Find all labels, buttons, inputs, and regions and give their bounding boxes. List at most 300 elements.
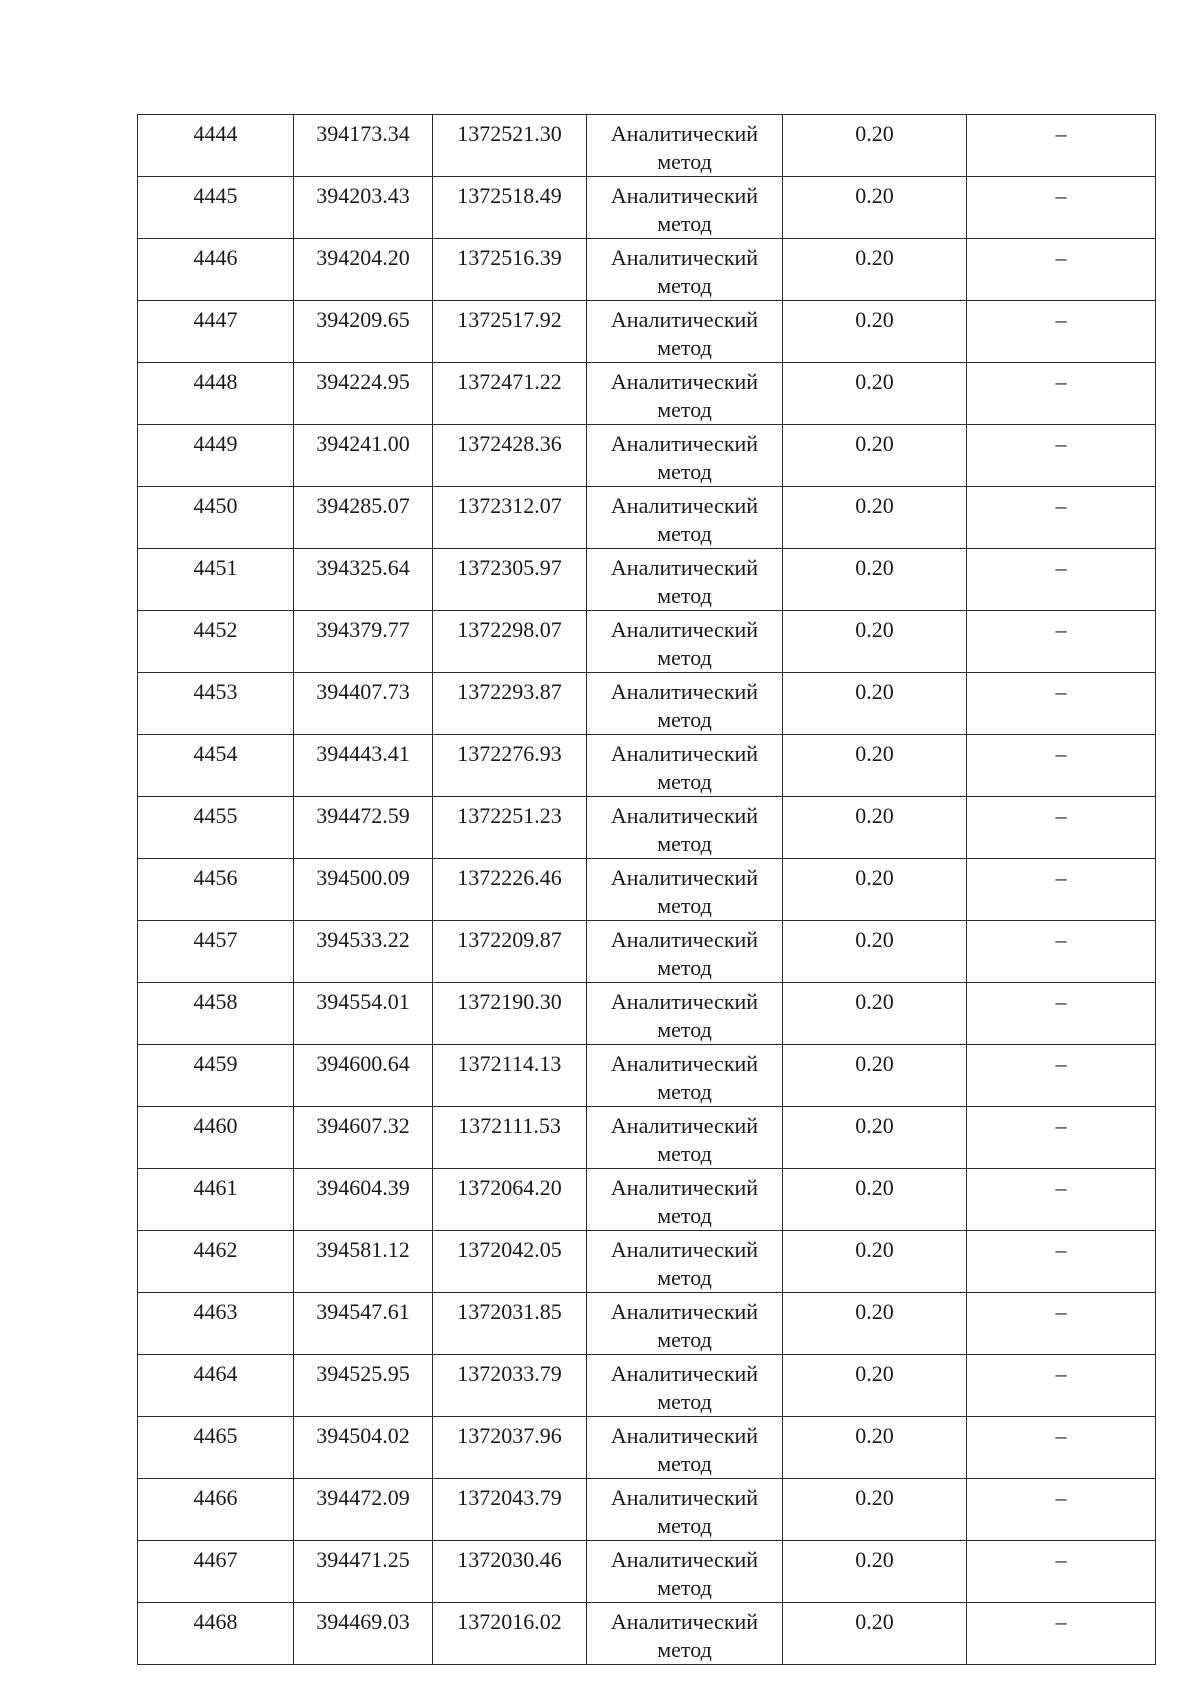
y-coordinate-cell-text: 1372518.49 xyxy=(457,183,562,208)
note-cell xyxy=(967,177,1156,239)
y-coordinate-cell xyxy=(433,363,587,425)
point-number-cell xyxy=(138,1045,294,1107)
note-cell xyxy=(967,1231,1156,1293)
note-cell-text: – xyxy=(1055,1237,1067,1262)
point-number-cell-text: 4457 xyxy=(193,927,238,952)
precision-cell-text: 0.20 xyxy=(855,1299,894,1324)
point-number-cell-text: 4461 xyxy=(193,1175,238,1200)
method-cell-text: Аналитический метод xyxy=(610,369,759,422)
point-number-cell-text: 4449 xyxy=(193,431,238,456)
method-cell xyxy=(587,1603,783,1665)
x-coordinate-cell xyxy=(294,983,433,1045)
precision-cell-text: 0.20 xyxy=(855,555,894,580)
table-row xyxy=(138,1479,1156,1541)
y-coordinate-cell-text: 1372251.23 xyxy=(457,803,562,828)
precision-cell-text: 0.20 xyxy=(855,431,894,456)
x-coordinate-cell-text: 394604.39 xyxy=(316,1175,410,1200)
precision-cell xyxy=(783,301,967,363)
note-cell-text: – xyxy=(1055,183,1067,208)
y-coordinate-cell xyxy=(433,487,587,549)
note-cell-text: – xyxy=(1055,679,1067,704)
table-row xyxy=(138,549,1156,611)
precision-cell xyxy=(783,1169,967,1231)
method-cell xyxy=(587,921,783,983)
point-number-cell-text: 4450 xyxy=(193,493,238,518)
point-number-cell-text: 4458 xyxy=(193,989,238,1014)
method-cell-text: Аналитический метод xyxy=(610,1299,759,1352)
precision-cell-text: 0.20 xyxy=(855,369,894,394)
point-number-cell xyxy=(138,611,294,673)
table-row xyxy=(138,921,1156,983)
point-number-cell xyxy=(138,1355,294,1417)
point-number-cell xyxy=(138,363,294,425)
x-coordinate-cell xyxy=(294,673,433,735)
precision-cell-text: 0.20 xyxy=(855,617,894,642)
y-coordinate-cell xyxy=(433,797,587,859)
note-cell xyxy=(967,1355,1156,1417)
y-coordinate-cell xyxy=(433,1107,587,1169)
precision-cell-text: 0.20 xyxy=(855,307,894,332)
precision-cell xyxy=(783,1355,967,1417)
table-row xyxy=(138,983,1156,1045)
note-cell xyxy=(967,735,1156,797)
x-coordinate-cell xyxy=(294,1169,433,1231)
method-cell-text: Аналитический метод xyxy=(610,245,759,298)
y-coordinate-cell-text: 1372209.87 xyxy=(457,927,562,952)
table-row xyxy=(138,239,1156,301)
method-cell xyxy=(587,1417,783,1479)
x-coordinate-cell-text: 394224.95 xyxy=(316,369,410,394)
x-coordinate-cell-text: 394203.43 xyxy=(316,183,410,208)
method-cell xyxy=(587,797,783,859)
y-coordinate-cell-text: 1372190.30 xyxy=(457,989,562,1014)
x-coordinate-cell xyxy=(294,735,433,797)
point-number-cell xyxy=(138,1417,294,1479)
note-cell xyxy=(967,363,1156,425)
point-number-cell xyxy=(138,1479,294,1541)
table-row xyxy=(138,1293,1156,1355)
method-cell-text: Аналитический метод xyxy=(610,927,759,980)
method-cell xyxy=(587,177,783,239)
x-coordinate-cell-text: 394504.02 xyxy=(316,1423,410,1448)
point-number-cell xyxy=(138,921,294,983)
precision-cell xyxy=(783,239,967,301)
precision-cell xyxy=(783,921,967,983)
precision-cell xyxy=(783,735,967,797)
precision-cell-text: 0.20 xyxy=(855,1609,894,1634)
method-cell-text: Аналитический метод xyxy=(610,1175,759,1228)
point-number-cell-text: 4462 xyxy=(193,1237,238,1262)
note-cell-text: – xyxy=(1055,555,1067,580)
table-row xyxy=(138,487,1156,549)
precision-cell-text: 0.20 xyxy=(855,1547,894,1572)
method-cell xyxy=(587,735,783,797)
note-cell xyxy=(967,1169,1156,1231)
note-cell-text: – xyxy=(1055,927,1067,952)
note-cell xyxy=(967,1293,1156,1355)
x-coordinate-cell-text: 394600.64 xyxy=(316,1051,410,1076)
point-number-cell xyxy=(138,859,294,921)
precision-cell xyxy=(783,1541,967,1603)
precision-cell xyxy=(783,1603,967,1665)
point-number-cell-text: 4444 xyxy=(193,121,238,146)
method-cell-text: Аналитический метод xyxy=(610,1237,759,1290)
method-cell-text: Аналитический метод xyxy=(610,741,759,794)
note-cell-text: – xyxy=(1055,617,1067,642)
y-coordinate-cell-text: 1372042.05 xyxy=(457,1237,562,1262)
x-coordinate-cell xyxy=(294,1355,433,1417)
precision-cell xyxy=(783,1293,967,1355)
y-coordinate-cell-text: 1372516.39 xyxy=(457,245,562,270)
x-coordinate-cell-text: 394472.59 xyxy=(316,803,410,828)
y-coordinate-cell xyxy=(433,859,587,921)
point-number-cell xyxy=(138,425,294,487)
y-coordinate-cell xyxy=(433,1045,587,1107)
precision-cell-text: 0.20 xyxy=(855,1113,894,1138)
y-coordinate-cell-text: 1372043.79 xyxy=(457,1485,562,1510)
y-coordinate-cell xyxy=(433,1231,587,1293)
x-coordinate-cell xyxy=(294,1293,433,1355)
table-row xyxy=(138,1107,1156,1169)
table-row xyxy=(138,425,1156,487)
note-cell-text: – xyxy=(1055,245,1067,270)
point-number-cell-text: 4446 xyxy=(193,245,238,270)
note-cell xyxy=(967,1045,1156,1107)
y-coordinate-cell-text: 1372293.87 xyxy=(457,679,562,704)
note-cell xyxy=(967,115,1156,177)
x-coordinate-cell xyxy=(294,487,433,549)
y-coordinate-cell xyxy=(433,301,587,363)
note-cell-text: – xyxy=(1055,121,1067,146)
point-number-cell-text: 4463 xyxy=(193,1299,238,1324)
note-cell xyxy=(967,425,1156,487)
point-number-cell xyxy=(138,177,294,239)
note-cell xyxy=(967,1479,1156,1541)
method-cell-text: Аналитический метод xyxy=(610,493,759,546)
method-cell xyxy=(587,859,783,921)
y-coordinate-cell-text: 1372226.46 xyxy=(457,865,562,890)
method-cell-text: Аналитический метод xyxy=(610,989,759,1042)
note-cell xyxy=(967,549,1156,611)
y-coordinate-cell xyxy=(433,921,587,983)
method-cell-text: Аналитический метод xyxy=(610,121,759,174)
precision-cell-text: 0.20 xyxy=(855,183,894,208)
method-cell-text: Аналитический метод xyxy=(610,1361,759,1414)
note-cell xyxy=(967,797,1156,859)
precision-cell xyxy=(783,1417,967,1479)
method-cell xyxy=(587,983,783,1045)
method-cell-text: Аналитический метод xyxy=(610,1051,759,1104)
method-cell xyxy=(587,1231,783,1293)
note-cell-text: – xyxy=(1055,307,1067,332)
table-row xyxy=(138,611,1156,673)
table-row xyxy=(138,797,1156,859)
x-coordinate-cell-text: 394241.00 xyxy=(316,431,410,456)
coordinates-table-body xyxy=(138,115,1156,1665)
y-coordinate-cell-text: 1372030.46 xyxy=(457,1547,562,1572)
method-cell-text: Аналитический метод xyxy=(610,307,759,360)
point-number-cell xyxy=(138,549,294,611)
point-number-cell xyxy=(138,1169,294,1231)
note-cell xyxy=(967,239,1156,301)
precision-cell xyxy=(783,797,967,859)
x-coordinate-cell xyxy=(294,177,433,239)
precision-cell-text: 0.20 xyxy=(855,1485,894,1510)
point-number-cell xyxy=(138,673,294,735)
table-row xyxy=(138,115,1156,177)
method-cell xyxy=(587,1169,783,1231)
note-cell-text: – xyxy=(1055,865,1067,890)
point-number-cell xyxy=(138,239,294,301)
method-cell-text: Аналитический метод xyxy=(610,1113,759,1166)
method-cell xyxy=(587,425,783,487)
table-row xyxy=(138,1355,1156,1417)
x-coordinate-cell xyxy=(294,115,433,177)
precision-cell-text: 0.20 xyxy=(855,493,894,518)
x-coordinate-cell xyxy=(294,1417,433,1479)
y-coordinate-cell-text: 1372037.96 xyxy=(457,1423,562,1448)
note-cell-text: – xyxy=(1055,1423,1067,1448)
precision-cell-text: 0.20 xyxy=(855,1051,894,1076)
point-number-cell xyxy=(138,797,294,859)
method-cell xyxy=(587,363,783,425)
precision-cell-text: 0.20 xyxy=(855,1237,894,1262)
method-cell xyxy=(587,549,783,611)
method-cell xyxy=(587,1479,783,1541)
y-coordinate-cell xyxy=(433,611,587,673)
y-coordinate-cell-text: 1372517.92 xyxy=(457,307,562,332)
method-cell-text: Аналитический метод xyxy=(610,1609,759,1662)
y-coordinate-cell xyxy=(433,425,587,487)
y-coordinate-cell-text: 1372298.07 xyxy=(457,617,562,642)
method-cell xyxy=(587,115,783,177)
point-number-cell-text: 4459 xyxy=(193,1051,238,1076)
x-coordinate-cell xyxy=(294,859,433,921)
table-row xyxy=(138,673,1156,735)
x-coordinate-cell-text: 394204.20 xyxy=(316,245,410,270)
point-number-cell xyxy=(138,487,294,549)
precision-cell xyxy=(783,425,967,487)
y-coordinate-cell-text: 1372033.79 xyxy=(457,1361,562,1386)
coordinates-table xyxy=(137,114,1156,1665)
method-cell-text: Аналитический метод xyxy=(610,183,759,236)
precision-cell-text: 0.20 xyxy=(855,989,894,1014)
precision-cell xyxy=(783,549,967,611)
table-row xyxy=(138,735,1156,797)
method-cell xyxy=(587,1541,783,1603)
precision-cell-text: 0.20 xyxy=(855,245,894,270)
y-coordinate-cell-text: 1372276.93 xyxy=(457,741,562,766)
table-row xyxy=(138,859,1156,921)
y-coordinate-cell xyxy=(433,735,587,797)
point-number-cell-text: 4447 xyxy=(193,307,238,332)
x-coordinate-cell-text: 394607.32 xyxy=(316,1113,410,1138)
note-cell-text: – xyxy=(1055,1547,1067,1572)
point-number-cell-text: 4455 xyxy=(193,803,238,828)
precision-cell xyxy=(783,115,967,177)
note-cell xyxy=(967,487,1156,549)
x-coordinate-cell xyxy=(294,549,433,611)
point-number-cell-text: 4452 xyxy=(193,617,238,642)
note-cell-text: – xyxy=(1055,1609,1067,1634)
precision-cell xyxy=(783,673,967,735)
x-coordinate-cell xyxy=(294,1045,433,1107)
x-coordinate-cell-text: 394500.09 xyxy=(316,865,410,890)
precision-cell xyxy=(783,1107,967,1169)
y-coordinate-cell-text: 1372521.30 xyxy=(457,121,562,146)
method-cell-text: Аналитический метод xyxy=(610,431,759,484)
point-number-cell-text: 4465 xyxy=(193,1423,238,1448)
method-cell-text: Аналитический метод xyxy=(610,679,759,732)
method-cell xyxy=(587,301,783,363)
x-coordinate-cell-text: 394471.25 xyxy=(316,1547,410,1572)
note-cell-text: – xyxy=(1055,431,1067,456)
method-cell xyxy=(587,1107,783,1169)
precision-cell-text: 0.20 xyxy=(855,803,894,828)
point-number-cell xyxy=(138,1603,294,1665)
point-number-cell xyxy=(138,1541,294,1603)
x-coordinate-cell-text: 394581.12 xyxy=(316,1237,410,1262)
note-cell-text: – xyxy=(1055,1175,1067,1200)
note-cell-text: – xyxy=(1055,1113,1067,1138)
note-cell-text: – xyxy=(1055,803,1067,828)
y-coordinate-cell xyxy=(433,177,587,239)
precision-cell xyxy=(783,983,967,1045)
x-coordinate-cell-text: 394533.22 xyxy=(316,927,410,952)
y-coordinate-cell xyxy=(433,1355,587,1417)
y-coordinate-cell xyxy=(433,1479,587,1541)
method-cell xyxy=(587,1293,783,1355)
x-coordinate-cell-text: 394173.34 xyxy=(316,121,410,146)
x-coordinate-cell xyxy=(294,1107,433,1169)
precision-cell xyxy=(783,177,967,239)
precision-cell-text: 0.20 xyxy=(855,741,894,766)
y-coordinate-cell xyxy=(433,1603,587,1665)
note-cell-text: – xyxy=(1055,989,1067,1014)
y-coordinate-cell-text: 1372111.53 xyxy=(458,1113,561,1138)
method-cell xyxy=(587,487,783,549)
point-number-cell-text: 4460 xyxy=(193,1113,238,1138)
note-cell-text: – xyxy=(1055,493,1067,518)
note-cell-text: – xyxy=(1055,1361,1067,1386)
precision-cell-text: 0.20 xyxy=(855,1175,894,1200)
note-cell xyxy=(967,611,1156,673)
method-cell-text: Аналитический метод xyxy=(610,865,759,918)
note-cell-text: – xyxy=(1055,1299,1067,1324)
x-coordinate-cell-text: 394209.65 xyxy=(316,307,410,332)
point-number-cell-text: 4448 xyxy=(193,369,238,394)
x-coordinate-cell-text: 394379.77 xyxy=(316,617,410,642)
point-number-cell-text: 4445 xyxy=(193,183,238,208)
y-coordinate-cell-text: 1372305.97 xyxy=(457,555,562,580)
x-coordinate-cell xyxy=(294,239,433,301)
note-cell xyxy=(967,1541,1156,1603)
note-cell xyxy=(967,921,1156,983)
point-number-cell xyxy=(138,115,294,177)
y-coordinate-cell xyxy=(433,1541,587,1603)
x-coordinate-cell xyxy=(294,797,433,859)
table-row xyxy=(138,1169,1156,1231)
y-coordinate-cell xyxy=(433,1169,587,1231)
y-coordinate-cell-text: 1372064.20 xyxy=(457,1175,562,1200)
y-coordinate-cell xyxy=(433,1417,587,1479)
y-coordinate-cell xyxy=(433,1293,587,1355)
point-number-cell-text: 4468 xyxy=(193,1609,238,1634)
x-coordinate-cell-text: 394325.64 xyxy=(316,555,410,580)
x-coordinate-cell-text: 394525.95 xyxy=(316,1361,410,1386)
table-row xyxy=(138,1045,1156,1107)
point-number-cell xyxy=(138,1107,294,1169)
method-cell xyxy=(587,673,783,735)
x-coordinate-cell-text: 394469.03 xyxy=(316,1609,410,1634)
precision-cell xyxy=(783,487,967,549)
note-cell xyxy=(967,983,1156,1045)
precision-cell xyxy=(783,363,967,425)
method-cell xyxy=(587,239,783,301)
note-cell-text: – xyxy=(1055,741,1067,766)
y-coordinate-cell xyxy=(433,239,587,301)
point-number-cell-text: 4456 xyxy=(193,865,238,890)
point-number-cell-text: 4466 xyxy=(193,1485,238,1510)
note-cell xyxy=(967,1417,1156,1479)
y-coordinate-cell-text: 1372471.22 xyxy=(457,369,562,394)
x-coordinate-cell xyxy=(294,1603,433,1665)
table-row xyxy=(138,177,1156,239)
method-cell-text: Аналитический метод xyxy=(610,803,759,856)
y-coordinate-cell-text: 1372016.02 xyxy=(457,1609,562,1634)
precision-cell-text: 0.20 xyxy=(855,121,894,146)
x-coordinate-cell xyxy=(294,363,433,425)
point-number-cell-text: 4467 xyxy=(193,1547,238,1572)
precision-cell-text: 0.20 xyxy=(855,927,894,952)
y-coordinate-cell xyxy=(433,673,587,735)
note-cell xyxy=(967,673,1156,735)
table-row xyxy=(138,1231,1156,1293)
method-cell xyxy=(587,1045,783,1107)
precision-cell-text: 0.20 xyxy=(855,865,894,890)
point-number-cell xyxy=(138,735,294,797)
y-coordinate-cell xyxy=(433,115,587,177)
note-cell xyxy=(967,1107,1156,1169)
precision-cell-text: 0.20 xyxy=(855,1423,894,1448)
precision-cell xyxy=(783,1479,967,1541)
method-cell-text: Аналитический метод xyxy=(610,617,759,670)
method-cell-text: Аналитический метод xyxy=(610,555,759,608)
x-coordinate-cell xyxy=(294,1231,433,1293)
point-number-cell-text: 4464 xyxy=(193,1361,238,1386)
x-coordinate-cell-text: 394547.61 xyxy=(316,1299,410,1324)
table-row xyxy=(138,301,1156,363)
x-coordinate-cell xyxy=(294,611,433,673)
x-coordinate-cell xyxy=(294,425,433,487)
note-cell xyxy=(967,301,1156,363)
y-coordinate-cell xyxy=(433,983,587,1045)
precision-cell xyxy=(783,1231,967,1293)
x-coordinate-cell-text: 394407.73 xyxy=(316,679,410,704)
x-coordinate-cell-text: 394443.41 xyxy=(316,741,410,766)
method-cell xyxy=(587,611,783,673)
table-row xyxy=(138,363,1156,425)
point-number-cell xyxy=(138,1231,294,1293)
y-coordinate-cell-text: 1372312.07 xyxy=(457,493,562,518)
table-row xyxy=(138,1603,1156,1665)
point-number-cell xyxy=(138,983,294,1045)
note-cell-text: – xyxy=(1055,1051,1067,1076)
note-cell-text: – xyxy=(1055,1485,1067,1510)
method-cell xyxy=(587,1355,783,1417)
x-coordinate-cell xyxy=(294,1479,433,1541)
x-coordinate-cell-text: 394554.01 xyxy=(316,989,410,1014)
